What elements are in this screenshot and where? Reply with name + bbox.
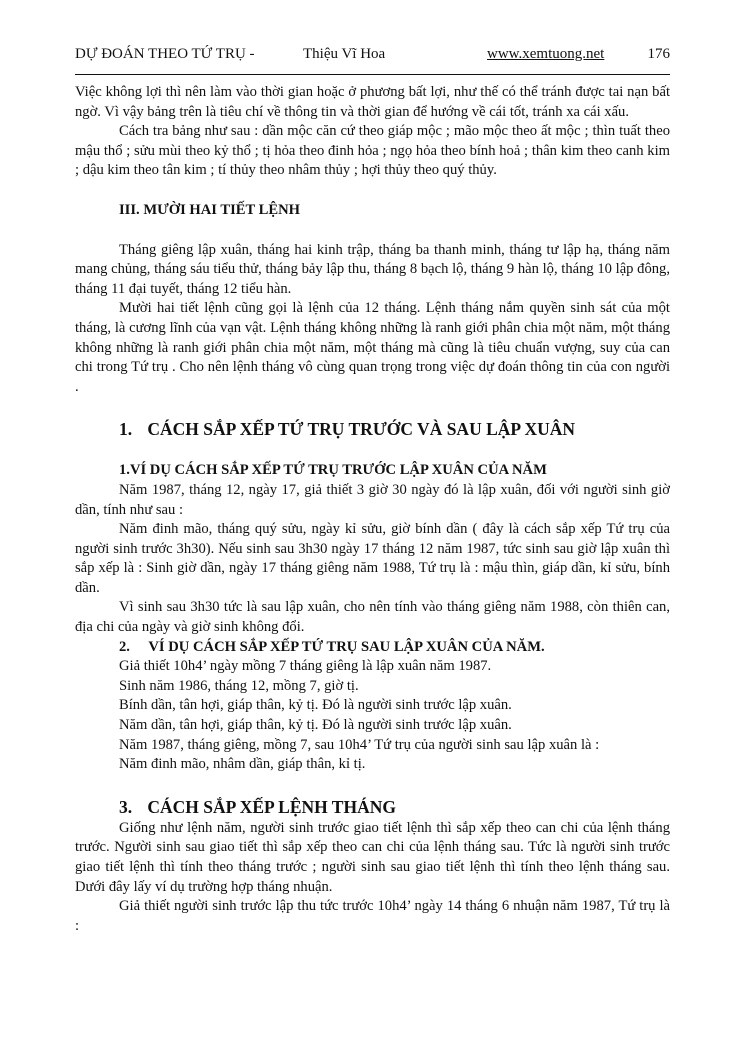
page-header <box>75 46 670 68</box>
book-title: DỰ ĐOÁN THEO TỨ TRỤ - <box>75 46 255 62</box>
example-1-heading: 1.VÍ DỤ CÁCH SẮP XẾP TỨ TRỤ TRƯỚC LẬP XUÂN CỦA NĂM <box>119 462 547 479</box>
example-2-line: Năm đinh mão, nhâm dần, giáp thân, kỉ tị. <box>119 756 366 773</box>
section-iii-heading: III. MƯỜI HAI TIẾT LỆNH <box>119 201 300 218</box>
page-body <box>75 83 670 936</box>
example-1-paragraph-3: Vì sinh sau 3h30 tức là sau lập xuân, cho nên tính vào tháng giêng năm 1988, còn thiên can, địa chi của ngày và giờ sinh không đổi. <box>75 599 670 636</box>
section-3-title: CÁCH SẮP XẾP LỆNH THÁNG <box>147 796 396 817</box>
section-3-paragraph-1: Giống như lệnh năm, người sinh trước giao tiết lệnh thì sắp xếp theo can chi của lệnh tháng trước. Người sinh sau giao tiết thì sắp xếp theo can chi của lệnh tháng sau. Tức là người sinh trước giao tiết lệnh thì tính theo tháng trước ; người sinh sau giao tiết lệnh thì tính theo lệnh tháng sau. Dưới đây lấy ví dụ trường hợp tháng nhuận. <box>75 819 670 895</box>
example-1-paragraph-1: Năm 1987, tháng 12, ngày 17, giả thiết 3 giờ 30 ngày đó là lập xuân, đối với người sinh giờ dần, tính như sau : <box>75 481 670 518</box>
example-2-title: VÍ DỤ CÁCH SẮP XẾP TỨ TRỤ SAU LẬP XUÂN CỦA NĂM. <box>148 638 545 655</box>
section-1-title: CÁCH SẮP XẾP TỨ TRỤ TRƯỚC VÀ SAU LẬP XUÂN <box>147 419 576 440</box>
example-2-line: Sinh năm 1986, tháng 12, mồng 7, giờ tị. <box>119 677 359 694</box>
example-2-line: Giả thiết 10h4’ ngày mồng 7 tháng giêng là lập xuân năm 1987. <box>119 658 492 675</box>
author-name: Thiệu Vĩ Hoa <box>303 46 386 62</box>
section-1-number: 1. <box>119 419 133 440</box>
section-iii-paragraph-2: Mười hai tiết lệnh cũng gọi là lệnh của 12 tháng. Lệnh tháng nắm quyền sinh sát của một tháng, là cương lĩnh của vạn vật. Lệnh tháng không những là ranh giới phân chia một năm, một tháng không những là ranh giới phân chia một năm, một tháng mà cũng là tiêu chuẩn vượng, suy của can chi trong Tứ trụ . Cho nên lệnh tháng vô cùng quan trọng trong việc dự đoán thông tin của con người . <box>75 300 670 395</box>
website-link[interactable]: www.xemtuong.net <box>487 46 605 62</box>
example-2-number: 2. <box>119 638 130 655</box>
section-3-heading <box>75 795 670 819</box>
example-1-paragraph-2: Năm đinh mão, tháng quý sửu, ngày kỉ sửu, giờ bính dần ( đây là cách sắp xếp Tứ trụ của người sinh trước 3h30). Nếu sinh sau 3h30 ngày 17 tháng 12 năm 1987, tức sinh sau giờ lập xuân thì sắp xếp là : Sinh giờ dần, ngày 17 tháng giêng năm 1988, Tứ trụ là : mậu thìn, giáp dần, kỉ sửu, bính dần. <box>75 521 670 596</box>
section-1-heading <box>75 417 670 441</box>
section-iii-paragraph-1: Tháng giêng lập xuân, tháng hai kinh trập, tháng ba thanh minh, tháng tư lập hạ, tháng năm mang chủng, tháng sáu tiểu thử, tháng bảy lập thu, tháng 8 bạch lộ, tháng 9 hàn lộ, tháng 10 lập đông, tháng 11 đại tuyết, tháng 12 tiểu hàn. <box>75 241 670 297</box>
intro-paragraph-2: Cách tra bảng như sau : dần mộc căn cứ theo giáp mộc ; mão mộc theo ất mộc ; thìn tuất theo mậu thổ ; sửu mùi theo kỷ thổ ; tị hỏa theo đinh hỏa ; ngọ hỏa theo bính hoả ; thân kim theo canh kim ; dậu kim theo tân kim ; tí thủy theo nhâm thủy ; hợi thủy theo quý thủy. <box>75 123 670 179</box>
example-2-line: Năm dần, tân hợi, giáp thân, kỷ tị. Đó là người sinh trước lập xuân. <box>119 717 512 734</box>
example-2-line: Bính dần, tân hợi, giáp thân, kỷ tị. Đó là người sinh trước lập xuân. <box>119 697 512 714</box>
example-2-heading <box>75 638 670 658</box>
section-3-number: 3. <box>119 796 133 817</box>
header-divider <box>75 74 670 75</box>
page-number: 176 <box>647 46 670 62</box>
section-3-paragraph-2: Giả thiết người sinh trước lập thu tức trước 10h4’ ngày 14 tháng 6 nhuận năm 1987, Tứ trụ là : <box>75 898 670 934</box>
intro-paragraph-1: Việc không lợi thì nên làm vào thời gian hoặc ở phương bất lợi, như thế có thể tránh được tai nạn bất ngờ. Vì vậy bảng trên là tiêu chí về thông tin và thời gian để hướng về cái tốt, tránh xa cái xấu. <box>75 84 670 120</box>
example-2-line: Năm 1987, tháng giêng, mồng 7, sau 10h4’ Tứ trụ của người sinh sau lập xuân là : <box>119 736 600 753</box>
